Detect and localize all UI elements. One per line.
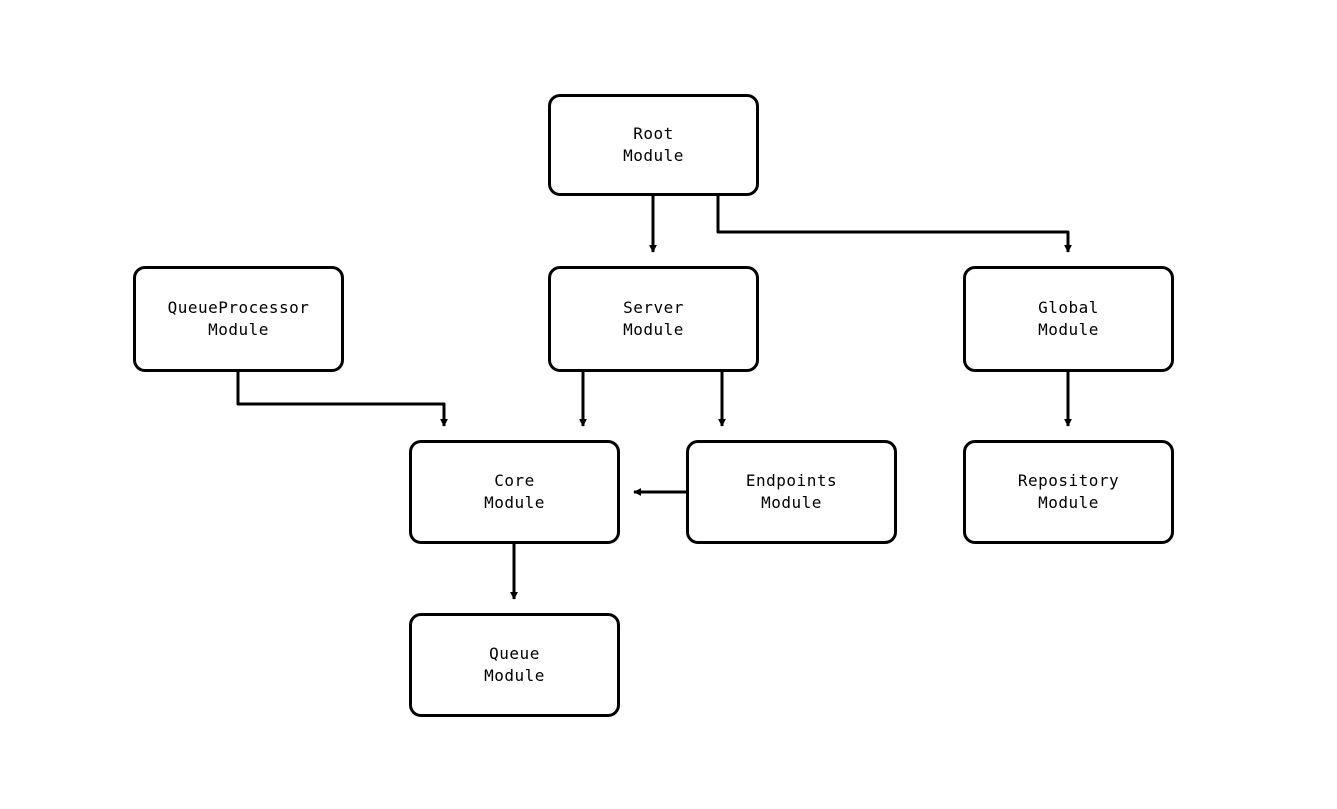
node-label-line2: Module [484,666,545,685]
node-label-line1: Core [494,471,535,490]
node-label-line2: Module [761,493,822,512]
node-queue-module[interactable] [409,613,620,717]
node-label-line1: Queue [489,644,540,663]
node-root-module[interactable] [548,94,759,196]
node-label-line1: Global [1038,298,1099,317]
node-label-line1: Repository [1017,471,1120,490]
node-queueprocessor-module[interactable] [133,266,344,372]
edge-root-to-global [718,196,1068,252]
node-label-line2: Module [623,146,684,165]
node-server-module[interactable] [548,266,759,372]
node-label-line2: Module [208,320,269,339]
node-label-line1: Server [623,298,684,317]
node-label-line1: QueueProcessor [167,298,310,317]
node-label-line2: Module [1038,493,1099,512]
node-repository-module[interactable] [963,440,1174,544]
node-label-line2: Module [1038,320,1099,339]
node-label-line2: Module [623,320,684,339]
node-endpoints-module[interactable] [686,440,897,544]
node-core-module[interactable] [409,440,620,544]
node-label-line1: Root [633,124,674,143]
node-label-line1: Endpoints [745,471,838,490]
edge-queueprocessor-to-core [238,372,444,426]
node-global-module[interactable] [963,266,1174,372]
node-label-line2: Module [484,493,545,512]
